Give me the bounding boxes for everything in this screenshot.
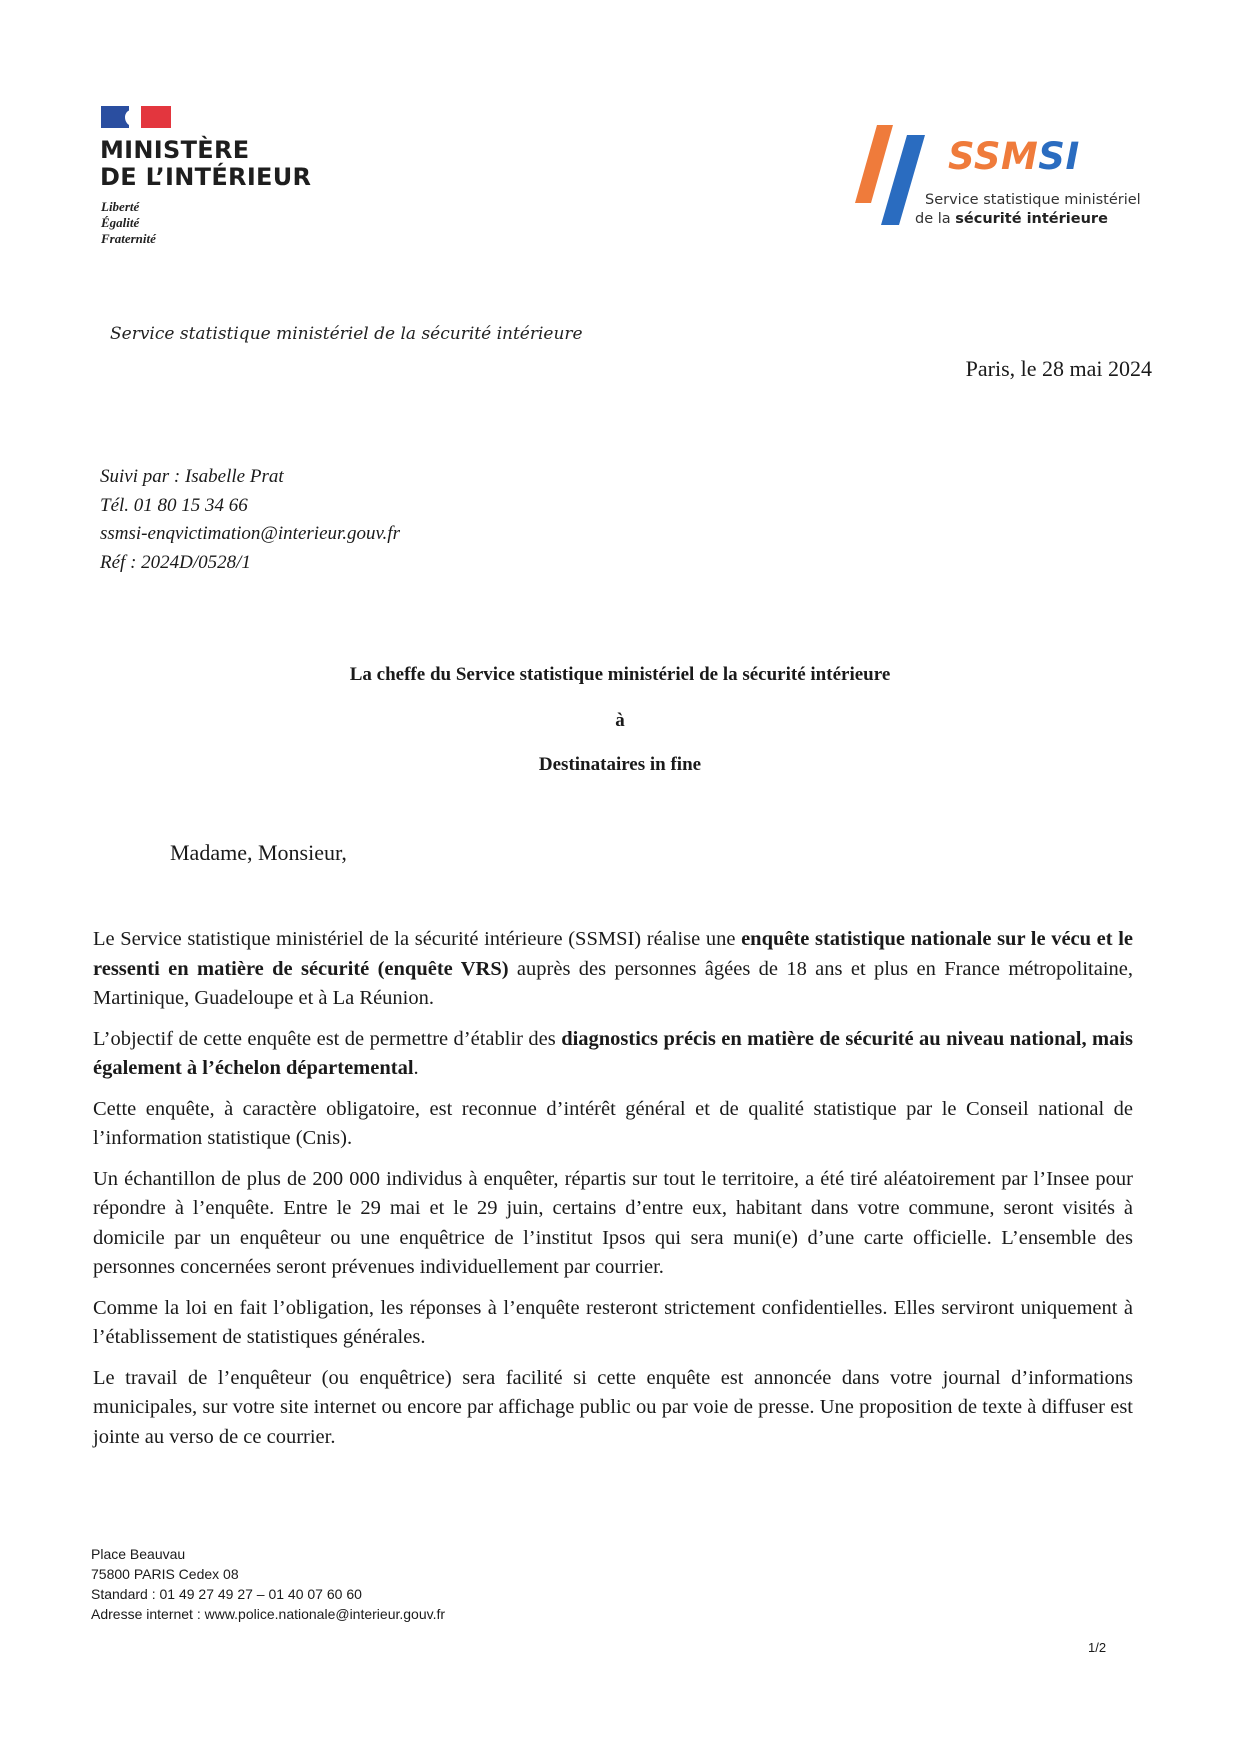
ssmsi-subtitle-line2-bold: sécurité intérieure: [955, 211, 1108, 227]
contact-email[interactable]: ssmsi-enqvictimation@interieur.gouv.fr: [100, 523, 400, 544]
ssmsi-subtitle-line1: Service statistique ministériel: [925, 192, 1141, 208]
ssmsi-subtitle-line2-prefix: de la: [915, 211, 956, 227]
text-run: .: [413, 1057, 419, 1079]
paragraph-announcement: [93, 1364, 1133, 1453]
marianne-flag-icon: [101, 106, 171, 128]
motto-egalite: Égalité: [101, 215, 140, 230]
letter-body: [93, 925, 1133, 1463]
contact-block: [100, 463, 400, 577]
footer-web[interactable]: Adresse internet : www.police.nationale@interieur.gouv.fr: [91, 1606, 446, 1622]
ministry-name-line1: MINISTÈRE: [100, 136, 250, 164]
page-number: 1/2: [1088, 1640, 1107, 1655]
ssmsi-acronym: [948, 137, 1080, 177]
paragraph-survey-intro: [93, 925, 1133, 1014]
marianne-profile: [125, 110, 139, 126]
republic-motto: [101, 199, 156, 247]
ministry-name: [100, 137, 311, 191]
footer-address: [91, 1544, 445, 1624]
footer-address-line2: 75800 PARIS Cedex 08: [91, 1566, 239, 1582]
text-run: Un échantillon de plus de 200 000 individus à enquêter, répartis sur tout le territoire, a été tiré aléatoirement par l’Insee pour répondre à l’enquête. Entre le 29 mai et le 29 juin, certains d’entre eux, habitant dans votre commune, seront visités à domicile par un enquêteur ou une enquêtrice de l’institut Ipsos qui sera muni(e) d’une carte officielle. L’ensemble des personnes concernées seront prévenues individuellement par courrier.: [93, 1167, 1133, 1278]
footer-address-line1: Place Beauvau: [91, 1546, 186, 1562]
contact-phone: Tél. 01 80 15 34 66: [100, 494, 248, 516]
sender-service: Service statistique ministériel de la sécurité intérieure: [110, 324, 583, 344]
letter-sender-title: La cheffe du Service statistique ministériel de la sécurité intérieure: [349, 664, 891, 685]
salutation: Madame, Monsieur,: [170, 840, 347, 865]
letter-to-word: à: [615, 710, 625, 731]
paragraph-sample: [93, 1165, 1133, 1283]
text-run: L’objectif de cette enquête est de permettre d’établir des: [93, 1027, 562, 1050]
letter-date: Paris, le 28 mai 2024: [965, 356, 1152, 381]
flag-red-band: [141, 106, 171, 128]
text-run: Le travail de l’enquêteur (ou enquêtrice) sera facilité si cette enquête est annoncée dans votre journal d’informations municipales, sur votre site internet ou encore par affichage public ou par voie de presse. Une proposition de texte à diffuser est jointe au verso de ce courrier.: [93, 1366, 1133, 1448]
followed-by: Suivi par : Isabelle Prat: [100, 466, 284, 487]
ssmsi-acronym-orange: SSM: [948, 135, 1039, 178]
motto-liberte: Liberté: [101, 199, 140, 214]
letter-reference: Réf : 2024D/0528/1: [100, 551, 251, 573]
paragraph-confidentiality: [93, 1294, 1133, 1353]
ssmsi-subtitle: [915, 191, 1141, 229]
motto-fraternite: Fraternité: [101, 231, 156, 246]
text-run: auprès des personnes âgées de 18 ans et plus en France métropolitaine, Martinique, Guadeloupe et à La Réunion.: [93, 957, 1133, 1009]
text-run: Comme la loi en fait l’obligation, les réponses à l’enquête resteront strictement confidentielles. Elles serviront uniquement à l’établissement de statistiques générales.: [93, 1296, 1133, 1348]
letter-recipients: Destinataires in fine: [538, 754, 702, 775]
text-run-bold: diagnostics précis en matière de sécurité au niveau national, mais également à l’échelon départemental: [93, 1027, 1133, 1079]
paragraph-mandatory: [93, 1095, 1133, 1154]
text-run: Cette enquête, à caractère obligatoire, est reconnue d’intérêt général et de qualité statistique par le Conseil national de l’information statistique (Cnis).: [93, 1097, 1133, 1149]
text-run: Le Service statistique ministériel de la sécurité intérieure (SSMSI) réalise une: [93, 928, 742, 950]
ministry-name-line2: DE L’INTÉRIEUR: [100, 163, 312, 191]
ssmsi-acronym-blue: SI: [1038, 135, 1080, 178]
footer-phone: Standard : 01 49 27 49 27 – 01 40 07 60 60: [91, 1586, 362, 1602]
paragraph-objective: [93, 1025, 1133, 1084]
text-run-bold: enquête statistique nationale sur le vécu et le ressenti en matière de sécurité (enquête VRS): [93, 928, 1133, 980]
